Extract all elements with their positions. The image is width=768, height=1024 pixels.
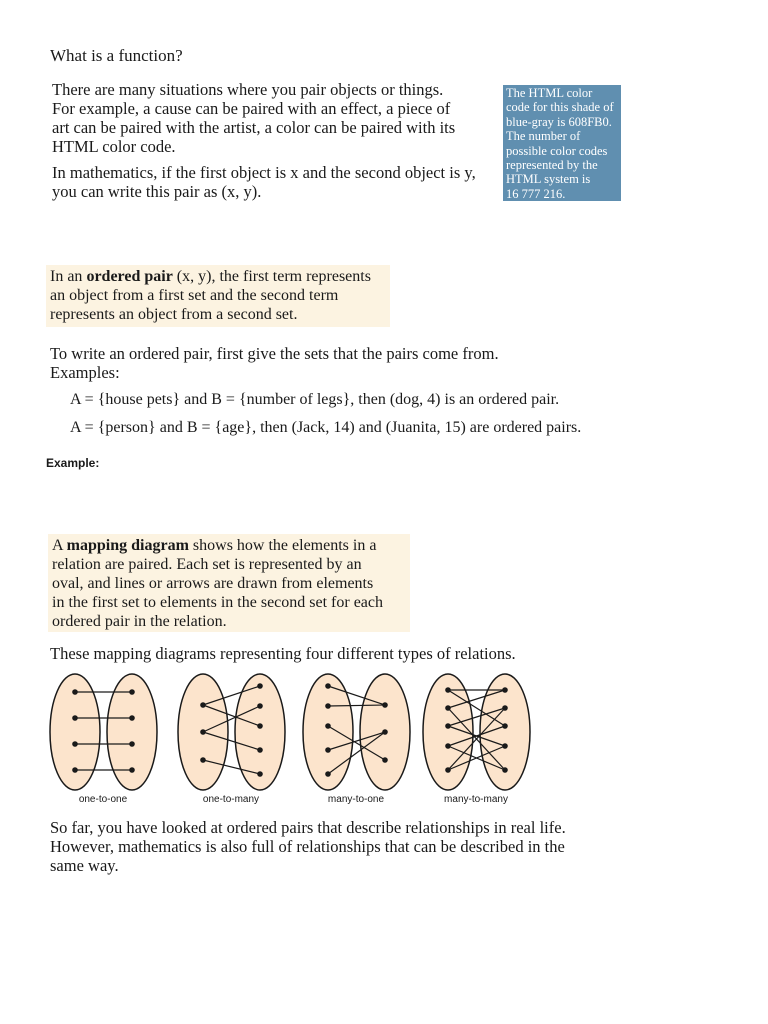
many-to-one-diagram [303, 674, 410, 805]
intro-line: HTML color code. [52, 137, 176, 156]
ordered-pair-definition [46, 265, 390, 327]
mapping-diagrams [45, 670, 545, 810]
mapping-diagram-term: mapping diagram [66, 537, 189, 554]
write-pair-line: To write an ordered pair, first give the sets that the pairs come from. [50, 344, 499, 363]
page-title: What is a function? [50, 46, 183, 65]
element-dot [502, 767, 508, 773]
example-label: Example: [46, 456, 100, 470]
definition-line: In an ordered pair (x, y), the first term represents [50, 268, 371, 285]
closing-line: So far, you have looked at ordered pairs that describe relationships in real life. [50, 818, 566, 837]
element-dot [502, 743, 508, 749]
note-line: possible color codes [506, 143, 608, 158]
element-dot [257, 771, 263, 777]
note-line: blue-gray is 608FB0. [506, 114, 612, 129]
mapping-diagram-definition [48, 534, 410, 632]
element-dot [382, 729, 388, 735]
element-dot [129, 741, 135, 747]
element-dot [72, 767, 78, 773]
note-line: represented by the [506, 158, 598, 173]
element-dot [382, 702, 388, 708]
example-item: A = {house pets} and B = {number of legs}, then (dog, 4) is an ordered pair. [70, 391, 560, 408]
definition-line: A mapping diagram shows how the elements in a [52, 537, 377, 554]
one-to-one-diagram [50, 674, 157, 805]
ordered-pair-term: ordered pair [86, 268, 173, 285]
definition-line: represents an object from a second set. [50, 306, 298, 323]
math-line: In mathematics, if the first object is x and the second object is y, [52, 163, 476, 182]
element-dot [129, 689, 135, 695]
closing-paragraph [50, 818, 566, 875]
element-dot [325, 747, 331, 753]
intro-paragraph [52, 80, 455, 156]
diagram-caption: one-to-many [202, 794, 260, 805]
element-dot [502, 705, 508, 711]
definition-line: an object from a first set and the second term [50, 287, 339, 304]
element-dot [502, 723, 508, 729]
write-pair-paragraph [50, 344, 499, 382]
many-to-many-diagram [423, 674, 530, 805]
element-dot [72, 715, 78, 721]
write-pair-line: Examples: [50, 363, 120, 382]
math-paragraph [52, 163, 476, 201]
element-dot [325, 771, 331, 777]
element-dot [200, 757, 206, 763]
element-dot [445, 687, 451, 693]
element-dot [257, 723, 263, 729]
element-dot [502, 687, 508, 693]
intro-line: There are many situations where you pair objects or things. [52, 80, 444, 99]
element-dot [257, 683, 263, 689]
color-code-note [503, 85, 621, 201]
diagram-caption: many-to-many [444, 794, 508, 805]
element-dot [200, 729, 206, 735]
note-line: code for this shade of [506, 100, 614, 115]
element-dot [129, 767, 135, 773]
element-dot [325, 723, 331, 729]
element-dot [257, 703, 263, 709]
math-line: you can write this pair as (x, y). [52, 182, 262, 201]
note-line: The HTML color [506, 86, 593, 100]
note-line: 16 777 216. [506, 186, 566, 201]
diagram-caption: many-to-one [327, 794, 385, 805]
closing-line: However, mathematics is also full of relationships that can be described in the [50, 837, 565, 856]
element-dot [129, 715, 135, 721]
element-dot [72, 689, 78, 695]
element-dot [72, 741, 78, 747]
intro-line: For example, a cause can be paired with an effect, a piece of [52, 99, 451, 118]
element-dot [445, 743, 451, 749]
intro-line: art can be paired with the artist, a color can be paired with its [52, 118, 456, 137]
element-dot [200, 702, 206, 708]
definition-line: in the first set to elements in the second set for each [52, 594, 384, 611]
note-line: HTML system is [506, 172, 591, 187]
closing-line: same way. [50, 856, 119, 875]
definition-line: ordered pair in the relation. [52, 613, 227, 630]
element-dot [325, 703, 331, 709]
element-dot [382, 757, 388, 763]
definition-line: oval, and lines or arrows are drawn from elements [52, 575, 374, 592]
one-to-many-diagram [178, 674, 285, 805]
diagram-caption: one-to-one [78, 794, 128, 805]
element-dot [257, 747, 263, 753]
diagrams-intro: These mapping diagrams representing four different types of relations. [50, 644, 516, 663]
element-dot [445, 723, 451, 729]
note-line: The number of [506, 129, 581, 144]
element-dot [445, 705, 451, 711]
example-item: A = {person} and B = {age}, then (Jack, 14) and (Juanita, 15) are ordered pairs. [70, 419, 582, 436]
element-dot [445, 767, 451, 773]
element-dot [325, 683, 331, 689]
definition-line: relation are paired. Each set is represented by an [52, 556, 362, 573]
